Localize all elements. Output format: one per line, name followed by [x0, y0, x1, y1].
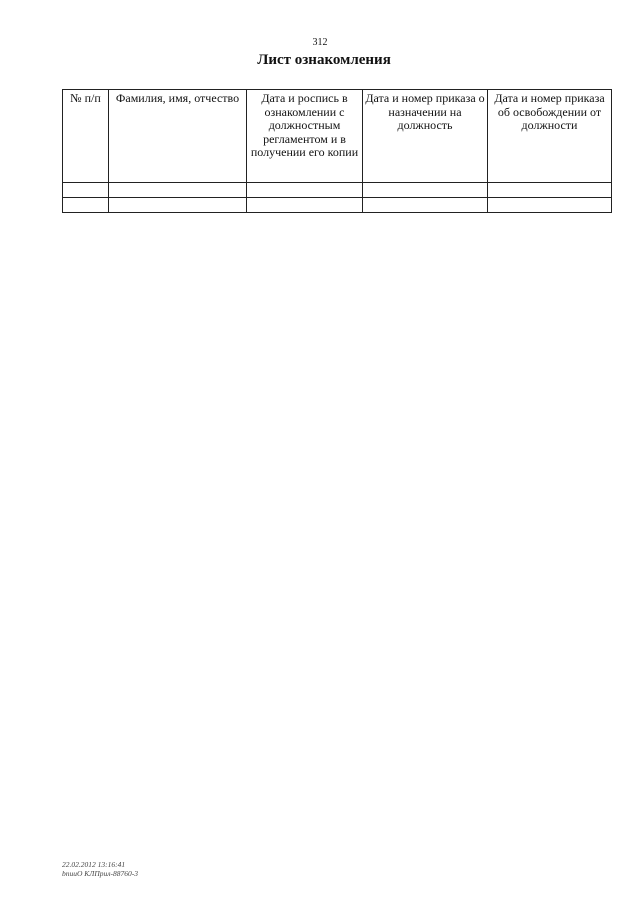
column-header-number: № п/п [63, 90, 109, 183]
column-header-dismissal-order: Дата и номер приказа об освобождении от должности [488, 90, 612, 183]
table-header-row [63, 90, 612, 183]
table-row [63, 198, 612, 213]
table-cell [247, 198, 363, 213]
table-cell [109, 198, 247, 213]
footer-timestamp: 22.02.2012 13:16:41 [62, 860, 126, 869]
footer-stamp [62, 860, 138, 878]
page-number: 312 [312, 37, 328, 48]
footer-document-code: bnuиО КЛПрил-88760-3 [62, 869, 139, 878]
table-cell [363, 198, 488, 213]
table-cell [488, 183, 612, 198]
acknowledgement-table [62, 89, 612, 213]
table-cell [363, 183, 488, 198]
table-row [63, 183, 612, 198]
table-cell [63, 183, 109, 198]
table-cell [488, 198, 612, 213]
column-header-full-name: Фамилия, имя, отчество [109, 90, 247, 183]
column-header-signature-date: Дата и роспись в ознакомлении с должностным регламентом и в получении его копии [247, 90, 363, 183]
table-cell [109, 183, 247, 198]
document-title: Лист ознакомления [257, 52, 391, 68]
column-header-appointment-order: Дата и номер приказа о назначении на должность [363, 90, 488, 183]
table-cell [247, 183, 363, 198]
table-cell [63, 198, 109, 213]
